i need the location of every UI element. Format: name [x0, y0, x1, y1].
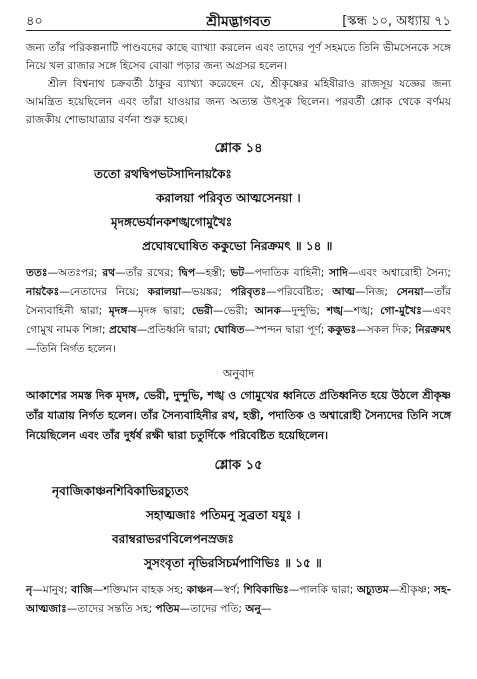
- page-header: [26, 8, 451, 30]
- synonym-word: অচ্যুতম: [356, 584, 389, 596]
- synonym-word: আনক: [254, 305, 281, 317]
- synonym-dash: —: [47, 267, 59, 279]
- synonym-dash: —: [343, 305, 354, 317]
- synonym-dash: —: [212, 584, 224, 596]
- synonym-meaning: দুন্দুভি;: [291, 305, 327, 317]
- synonym-dash: —: [195, 267, 206, 279]
- verse-15-line-3: বরাম্বরাভরণবিলেপনস্রজঃ: [112, 532, 234, 546]
- synonym-meaning: তাদের সন্ততি সহ;: [77, 603, 156, 615]
- book-title: শ্রীমদ্ভাগবত: [206, 14, 271, 30]
- synonym-dash: —: [260, 603, 272, 615]
- synonym-meaning: পদাতিক বাহিনী;: [254, 267, 330, 279]
- synonym-dash: —: [181, 286, 192, 298]
- synonym-dash: —: [136, 324, 148, 336]
- synonym-dash: —: [179, 603, 191, 615]
- intro-paragraph-2: শ্রীল বিশ্বনাথ চক্রবর্তী ঠাকুর ব্যাখ্যা করেছেন যে, শ্রীকৃষ্ণের মহিষীরাও রাজসূয় যজ্ঞের জন্য আমন্ত্রিত হয়েছিলেন এবং তাঁরা যাওয়ার জন্য অত্যন্ত উৎসুক ছিলেন। পরবর্তী শ্লোক থেকে বর্ণময় রাজকীয় শোভাযাত্রার বর্ণনা শুরু হচ্ছে।: [26, 78, 451, 126]
- synonym-meaning: প্রতিধ্বনি দ্বারা;: [147, 324, 214, 336]
- synonym-word: ভট: [230, 267, 245, 279]
- verse-14-line-4: প্রঘোষঘোষিত ককুভো নিরক্রমৎ ॥ ১৪ ॥: [142, 239, 333, 253]
- synonym-dash: —: [32, 584, 43, 596]
- synonym-dash: —: [423, 286, 435, 298]
- synonym-dash: —: [266, 286, 277, 298]
- synonym-dash: —: [212, 305, 224, 317]
- synonym-word: সহ-আত্মজাঃ: [26, 584, 451, 615]
- synonym-meaning: মানুষ;: [42, 584, 72, 596]
- verse-15-heading: শ্লোক ১৫: [214, 458, 263, 473]
- synonym-word: সেনয়া: [396, 286, 424, 298]
- synonym-word: নৃ: [26, 584, 33, 596]
- synonym-word: রথ: [102, 267, 116, 279]
- synonym-word: মৃদঙ্গ: [108, 305, 128, 317]
- verse-14-synonyms: [26, 264, 451, 359]
- synonym-word: ততঃ: [26, 267, 48, 279]
- synonym-word: ককুভঃ: [327, 324, 357, 336]
- verse-15-synonyms: [26, 581, 451, 619]
- synonym-meaning: ভেরী;: [223, 305, 255, 317]
- synonym-dash: —: [26, 343, 37, 355]
- synonym-word: অনু: [245, 603, 261, 615]
- synonym-word: নিরক্রমৎ: [415, 324, 451, 336]
- synonym-word: ভেরী: [191, 305, 213, 317]
- synonym-meaning: শঙ্খ;: [353, 305, 381, 317]
- synonym-dash: —: [115, 267, 126, 279]
- synonym-word: গো-মুখৈঃ: [380, 305, 422, 317]
- synonym-word: আত্ম: [332, 286, 355, 298]
- intro-paragraph-1: জন্য তাঁর পরিকল্পনাটি পাণ্ডবদের কাছে ব্যাখ্যা করলেন এবং তাদের পূর্ণ সহমতে তিনি ভীমসেনকে সঙ্গে নিয়ে খল রাজার সঙ্গে হিসেব বোঝা পড়ার জন্য অগ্রসর হলেন।: [26, 42, 451, 72]
- verse-14-line-2: করালয়া পরিবৃত আত্মসেনয়া ।: [156, 191, 301, 205]
- chapter-reference: [স্কন্ধ ১০, অধ্যায় ৭১: [342, 14, 451, 29]
- synonym-meaning: শ্রীকৃষ্ণ;: [399, 584, 435, 596]
- synonym-word: শিবিকাভিঃ: [243, 584, 289, 596]
- verse-15-line-4: সুসংবৃতা নৃভিরসিচর্মপাণিভিঃ ॥ ১৫ ॥: [144, 556, 322, 570]
- synonym-meaning: শক্তিমান বাহক সহ;: [103, 584, 187, 596]
- synonym-word: পরিবৃতঃ: [230, 286, 267, 298]
- synonym-meaning: হস্তী;: [205, 267, 231, 279]
- page-number: ৪০: [26, 14, 43, 29]
- synonym-meaning: তাঁর রথের;: [125, 267, 179, 279]
- synonym-meaning: সকল দিক;: [366, 324, 416, 336]
- synonym-dash: —: [388, 584, 400, 596]
- synonym-meaning: অতঃপর;: [58, 267, 103, 279]
- verse-15-line-2: সহাত্মজাঃ পতিমনু সুব্রতা যযুঃ ।: [146, 508, 301, 522]
- synonym-word: সাদি: [329, 267, 348, 279]
- synonym-dash: —: [92, 584, 104, 596]
- verse-14-heading: শ্লোক ১৪: [214, 141, 263, 156]
- synonym-meaning: পালকি দ্বারা;: [299, 584, 357, 596]
- synonym-dash: —: [355, 286, 366, 298]
- synonym-meaning: ভয়ঙ্কর;: [191, 286, 231, 298]
- synonym-dash: —: [127, 305, 138, 317]
- synonym-dash: —: [288, 584, 300, 596]
- synonym-meaning: তিনি নির্গত হলেন।: [36, 343, 116, 355]
- synonym-meaning: এবং অশ্বারোহী সৈন্য;: [358, 267, 452, 279]
- synonym-word: করালয়া: [147, 286, 182, 298]
- synonym-meaning: স্বর্ণ;: [223, 584, 244, 596]
- synonym-word: প্রঘোষ: [108, 324, 137, 336]
- synonym-word: শঙ্খ: [326, 305, 344, 317]
- synonym-dash: —: [59, 286, 70, 298]
- synonym-dash: —: [280, 305, 292, 317]
- verse-14-line-1: ততো রথদ্বিপভটসাদিনায়কৈঃ: [94, 167, 232, 181]
- synonym-word: বাজি: [71, 584, 93, 596]
- verse-15-line-1: নৃবাজিকাঞ্চনশিবিকাভিরচ্যুতং: [52, 484, 189, 498]
- synonym-meaning: নিজ;: [365, 286, 397, 298]
- synonym-word: কাঞ্চন: [186, 584, 213, 596]
- synonym-meaning: নেতাদের নিয়ে;: [69, 286, 148, 298]
- synonym-meaning: এবং গোমুখ নামক শিঙ্গা;: [26, 305, 451, 336]
- synonym-meaning: তাঁর সৈন্যবাহিনী দ্বারা;: [26, 286, 451, 317]
- synonym-dash: —: [244, 267, 255, 279]
- synonym-dash: —: [421, 305, 433, 317]
- synonym-dash: —: [347, 267, 359, 279]
- synonym-word: দ্বিপ: [178, 267, 196, 279]
- synonym-meaning: তাদের পতি;: [190, 603, 246, 615]
- translation-heading: অনুবাদ: [222, 367, 255, 380]
- synonym-dash: —: [244, 324, 256, 336]
- synonym-word: পতিম: [155, 603, 180, 615]
- verse-14-translation: আকাশের সমস্ত দিক মৃদঙ্গ, ভেরী, দুন্দুভি, শঙ্খ ও গোমুখের ধ্বনিতে প্রতিধ্বনিত হয়ে উঠলে শ্রীকৃষ্ণ তাঁর যাত্রায় নির্গত হলেন। তাঁর সৈন্যবাহিনীর রথ, হস্তী, পদাতিক ও অশ্বারোহী সৈন্যদের তিনি সঙ্গে নিয়েছিলেন এবং তাঁর দুর্ধর্ষ রক্ষী দ্বারা চতুর্দিকে পরিবেষ্টিত হয়েছিলেন।: [26, 389, 451, 442]
- synonym-dash: —: [66, 603, 78, 615]
- synonym-dash: —: [356, 324, 367, 336]
- synonym-meaning: পরিবেষ্টিত;: [276, 286, 333, 298]
- synonym-meaning: স্পন্দন দ্বারা পূর্ণ;: [255, 324, 328, 336]
- synonym-word: নায়কৈঃ: [26, 286, 60, 298]
- synonym-meaning: মৃদঙ্গ দ্বারা;: [138, 305, 192, 317]
- synonym-word: ঘোষিত: [213, 324, 245, 336]
- verse-14-line-3: মৃদঙ্গভের্যানকশঙ্খগোমুখৈঃ: [111, 215, 233, 229]
